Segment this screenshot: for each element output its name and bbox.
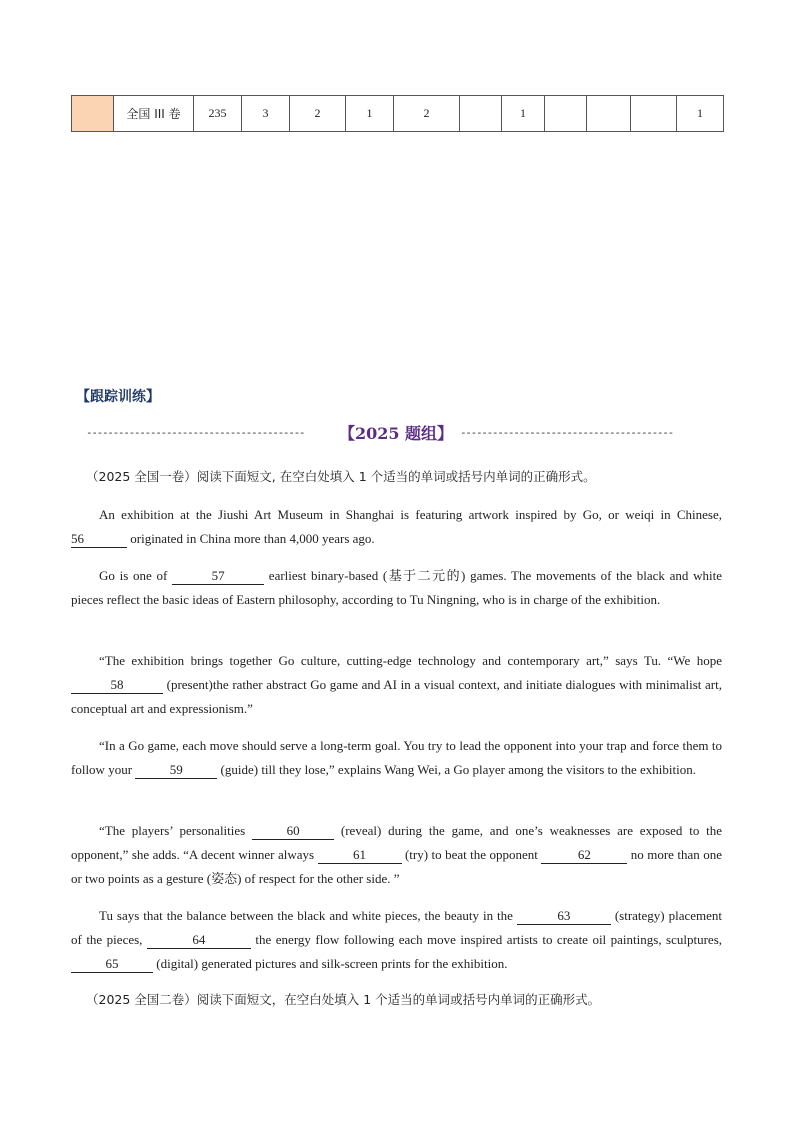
table-cell: 2 xyxy=(394,96,460,132)
blank-number: 57 xyxy=(211,568,225,583)
paragraph-5 xyxy=(71,819,722,891)
paragraph-4 xyxy=(71,734,722,782)
paragraph-3 xyxy=(71,649,722,721)
blank-number: 58 xyxy=(110,677,124,692)
table-row xyxy=(72,96,724,132)
para-text: (try) to beat the opponent xyxy=(404,847,538,862)
para-text: Tu says that the balance between the black and white pieces, the beauty in the xyxy=(99,908,513,923)
blank-60 xyxy=(252,823,334,840)
section-heading: 【跟踪训练】 xyxy=(76,389,160,405)
paragraph-1 xyxy=(71,503,722,551)
para-text: Go is one of xyxy=(99,568,168,583)
blank-number: 61 xyxy=(353,847,367,862)
blank-57 xyxy=(172,568,264,585)
blank-number: 63 xyxy=(557,908,571,923)
dashes-left: ----------------------------------------- xyxy=(86,425,305,439)
para-text: “In a Go game, each move should serve a long-term goal. You try to lead the opponent into your trap and force them to follow your xyxy=(71,738,722,777)
table-cell: 1 xyxy=(502,96,545,132)
para-text: “The exhibition brings together Go culture, cutting-edge technology and contemporary art,” says Tu. “We hope xyxy=(99,653,722,668)
stats-table xyxy=(71,95,724,132)
table-cell-paper-name: 全国 III 卷 xyxy=(114,96,194,132)
table-cell: 3 xyxy=(242,96,290,132)
instruction-1: （2025 全国一卷）阅读下面短文, 在空白处填入 1 个适当的单词或括号内单词的正确形式。 xyxy=(86,469,596,484)
table-cell: 1 xyxy=(677,96,724,132)
group-divider xyxy=(86,420,700,444)
para-text: (strategy) placement of the pieces, xyxy=(71,908,722,947)
blank-65 xyxy=(71,956,153,973)
para-text: (guide) till they lose,” explains Wang Wei, a Go player among the visitors to the exhibition. xyxy=(220,762,696,777)
para-text: (digital) generated pictures and silk-screen prints for the exhibition. xyxy=(156,956,508,971)
paragraph-2 xyxy=(71,564,722,612)
table-cell xyxy=(545,96,587,132)
para-text: (reveal) during the game, and one’s weaknesses are exposed to the opponent,” she adds. “A decent winner always xyxy=(71,823,723,862)
para-text: originated in China more than 4,000 years ago. xyxy=(130,531,375,546)
para-text: the energy flow following each move inspired artists to create oil paintings, sculptures, xyxy=(255,932,723,947)
table-cell: 235 xyxy=(194,96,242,132)
table-cell xyxy=(587,96,631,132)
blank-59 xyxy=(135,762,217,779)
blank-number: 56 xyxy=(71,531,84,546)
table-cell: 1 xyxy=(346,96,394,132)
blank-number: 62 xyxy=(577,847,591,862)
para-text: no more than one or two points as a gesture (姿态) of respect for the other side. ” xyxy=(71,847,723,886)
paragraph-6 xyxy=(71,904,722,976)
blank-number: 64 xyxy=(192,932,206,947)
para-text: An exhibition at the Jiushi Art Museum in Shanghai is featuring artwork inspired by Go, or weiqi in Chinese, xyxy=(99,507,722,522)
blank-number: 65 xyxy=(105,956,119,971)
blank-61 xyxy=(318,847,402,864)
table-cell xyxy=(460,96,502,132)
dashes-right: ---------------------------------------- xyxy=(459,425,673,439)
table-cell-shaded xyxy=(72,96,114,132)
blank-number: 60 xyxy=(286,823,300,838)
para-text: “The players’ personalities xyxy=(99,823,246,838)
instruction-2: （2025 全国二卷）阅读下面短文，在空白处填入 1 个适当的单词或括号内单词的正确形式。 xyxy=(86,992,601,1007)
table-cell: 2 xyxy=(290,96,346,132)
blank-56 xyxy=(71,531,127,548)
para-text: earliest binary-based (基于二元的) games. The movements of the black and white pieces reflect the basic ideas of Eastern philosophy, according to Tu Ningning, who is in charge of the exhibition. xyxy=(71,568,723,607)
blank-63 xyxy=(517,908,611,925)
group-title: 【2025 题组】 xyxy=(338,423,454,443)
blank-64 xyxy=(147,932,251,949)
blank-58 xyxy=(71,677,163,694)
para-text: (present)the rather abstract Go game and AI in a visual context, and initiate dialogues with minimalist art, conceptual art and expressionism.” xyxy=(71,677,722,716)
blank-62 xyxy=(541,847,627,864)
table-cell xyxy=(631,96,677,132)
blank-number: 59 xyxy=(169,762,183,777)
